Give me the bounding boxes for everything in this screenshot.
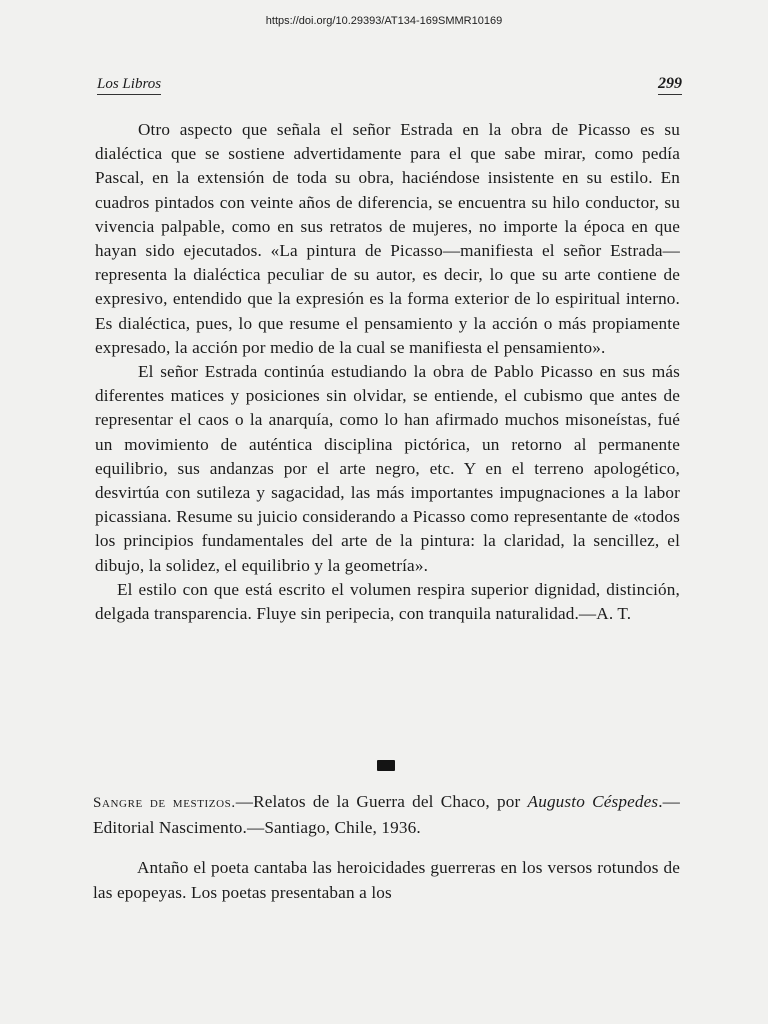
doi-link[interactable]: https://doi.org/10.29393/AT134-169SMMR10169 (265, 15, 503, 27)
paragraph: Otro aspecto que señala el señor Estrada en la obra de Picasso es su dialéctica que se sostiene advertidamente para el que sabe mirar, como pedía Pascal, en la extensión de toda su obra, haciéndose insistente en su estilo. En cuadros pintados con veinte años de diferencia, se encuentra su hilo conductor, su vivencia palpable, como en sus retratos de mujeres, no importe la época en que hayan sido ejecutados. «La pintura de Picasso—manifiesta el señor Estrada—representa la dialéctica peculiar de su autor, es decir, lo que su arte contiene de expresivo, entendido que la expresión es la forma exterior de lo espiritual interno. Es dialéctica, pues, lo que resume el pensamiento y la acción o más propiamente expresado, la acción por medio de la cual se manifiesta el pensamiento». (95, 120, 680, 357)
running-head (97, 76, 682, 100)
paragraph: El señor Estrada continúa estudiando la obra de Pablo Picasso en sus más diferentes matices y posiciones sin olvidar, se entiende, el cubismo que antes de representar el caos o la anarquía, como lo han afirmado muchos misoneístas, fué un movimiento de auténtica disciplina pictórica, un retorno al permanente equilibrio, sus andanzas por el arte negro, etc. Y en el terreno apologético, desvirtúa con sutileza y sagacidad, las más importantes impugnaciones a la labor picassiana. Resume su juicio considerando a Picasso como representante de «todos los principios fundamentales del arte de la pintura: la claridad, la sencillez, el dibujo, la solidez, el equilibrio y la geometría». (95, 362, 680, 575)
page-number: 299 (658, 75, 682, 95)
review-paragraph: Antaño el poeta cantaba las heroicidades guerreras en los versos rotundos de las epopeyas. Los poetas presentaban a los (93, 858, 680, 902)
book-title: Sangre de mestizos. (93, 795, 236, 811)
journal-name: Los Libros (97, 76, 161, 95)
article-body (95, 118, 680, 626)
book-author: Augusto Céspedes (527, 792, 659, 811)
book-review-heading (93, 790, 680, 840)
book-publisher: .—Editorial Nascimento.—Santiago, Chile, 1936. (93, 792, 681, 837)
book-description: —Relatos de la Guerra del Chaco, por (235, 792, 528, 811)
section-divider-ornament (377, 760, 395, 771)
paragraph: El estilo con que está escrito el volumen respira superior dignidad, distinción, delgada transparencia. Fluye sin peripecia, con tranquila naturalidad.—A. T. (95, 579, 680, 624)
